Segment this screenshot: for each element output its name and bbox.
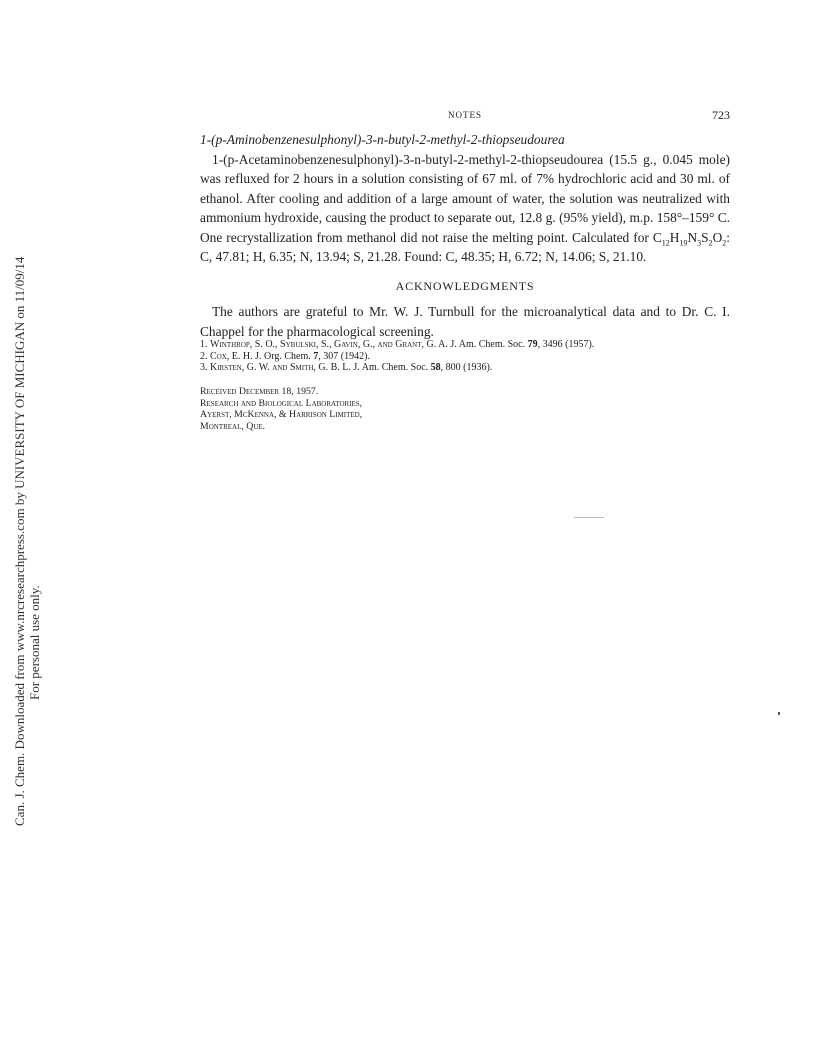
paragraph-text-1: 1-(p-Acetaminobenzenesulphonyl)-3-n-butyl-2-methyl-2-thiopseudourea (15.5 g., 0.045 mole) was refluxed for 2 hours in a solution consisting of 67 ml. of 7% hydrochloric acid and 30 ml. of ethanol. After cooling and addition of a large amount of water, the solution was neutralized with ammonium hydroxide, causing the product to separate out, 12.8 g. (95% yield), m.p. 158°–159° C. One recrystallization from methanol did not raise the melting point. Calculated for [200,151,730,245]
acknowledgments-text: The authors are grateful to Mr. W. J. Turnbull for the microanalytical data and to Dr. C. I. Chappel for the pharmacological screening. [200,304,730,339]
watermark-line-2: For personal use only. [27,585,42,700]
paragraph-text-2: : C, 47.81; H, 6.35; N, 13.94; S, 21.28. Found: C, 48.35; H, 6.72; N, 14.06; S, 21.10. [200,229,730,264]
affiliation-line: Montreal, Que. [200,420,266,432]
reference-list [200,339,740,374]
affiliation-line: Research and Biological Laboratories, [200,397,363,409]
molecular-formula: $C_{12}H_{19}N_3S_2O_2$ [652,229,727,248]
watermark-line-1: Can. J. Chem. Downloaded from www.nrcresearchpress.com by UNIVERSITY OF MICHIGAN on 11/09/14 [12,256,27,826]
running-head: NOTES [448,110,482,120]
page-number: 723 [712,108,730,122]
affiliation-line: Ayerst, McKenna, & Harrison Limited, [200,409,363,420]
download-watermark [12,257,42,826]
synthesis-paragraph [200,150,730,267]
reference-item: 1. Winthrop, S. O., Sybulski, S., Gavin, G., and Grant, G. A. J. Am. Chem. Soc. 79, 3496 (1957). [200,339,595,350]
received-block [200,386,600,432]
page-header [200,108,730,124]
compound-heading: 1-(p-Aminobenzenesulphonyl)-3-n-butyl-2-methyl-2-thiopseudourea [200,132,565,147]
acknowledgments-heading: ACKNOWLEDGMENTS [395,278,535,293]
received-date: Received December 18, 1957. [200,386,319,397]
article-body [200,130,730,341]
reference-item: 3. Kirsten, G. W. and Smith, G. B. L. J. Am. Chem. Soc. 58, 800 (1936). [200,362,493,373]
scan-mark [778,712,780,715]
reference-item: 2. Cox, E. H. J. Org. Chem. 7, 307 (1942). [200,350,370,362]
scan-mark [574,517,604,518]
